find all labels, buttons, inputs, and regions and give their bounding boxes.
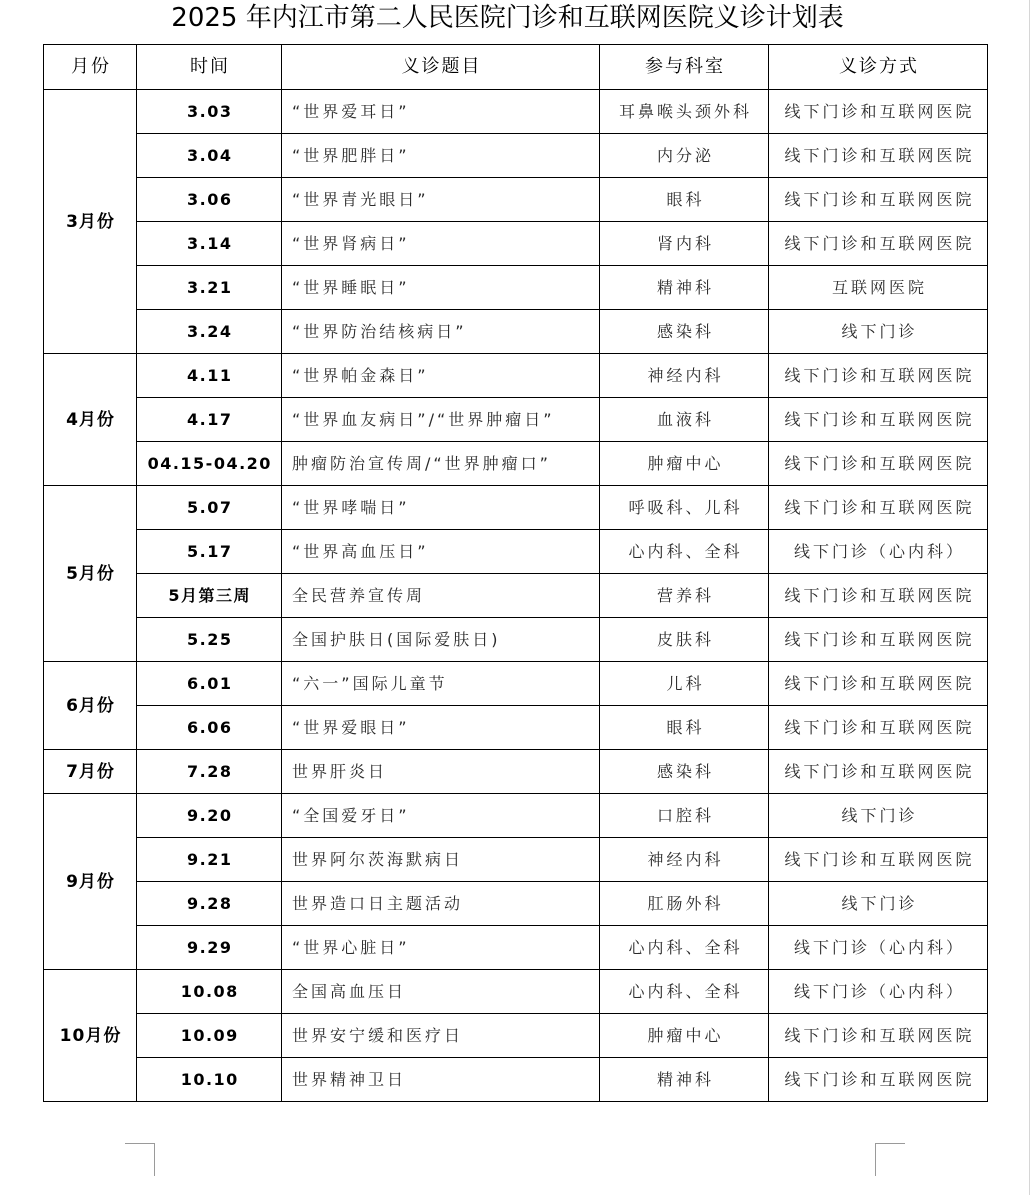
date-cell: 9.21 (137, 838, 282, 882)
mode-cell: 线下门诊和互联网医院 (769, 574, 988, 618)
mode-cell: 线下门诊 (769, 310, 988, 354)
topic-cell: 世界精神卫日 (282, 1058, 600, 1102)
date-cell: 6.06 (137, 706, 282, 750)
mode-cell: 线下门诊和互联网医院 (769, 486, 988, 530)
month-cell: 6月份 (44, 662, 137, 750)
topic-cell: “全国爱牙日” (282, 794, 600, 838)
topic-cell: 世界造口日主题活动 (282, 882, 600, 926)
topic-cell: “世界帕金森日” (282, 354, 600, 398)
date-cell: 5.25 (137, 618, 282, 662)
date-cell: 9.28 (137, 882, 282, 926)
mode-cell: 线下门诊和互联网医院 (769, 750, 988, 794)
mode-cell: 线下门诊和互联网医院 (769, 662, 988, 706)
department-cell: 肿瘤中心 (600, 1014, 769, 1058)
topic-cell: 肿瘤防治宣传周/“世界肿瘤口” (282, 442, 600, 486)
department-cell: 口腔科 (600, 794, 769, 838)
department-cell: 精神科 (600, 1058, 769, 1102)
mode-cell: 线下门诊 (769, 794, 988, 838)
department-cell: 营养科 (600, 574, 769, 618)
topic-cell: 世界阿尔茨海默病日 (282, 838, 600, 882)
month-cell: 9月份 (44, 794, 137, 970)
department-cell: 呼吸科、儿科 (600, 486, 769, 530)
mode-cell: 线下门诊（心内科） (769, 970, 988, 1014)
header-topic: 义诊题目 (282, 45, 600, 90)
date-cell: 5.17 (137, 530, 282, 574)
month-cell: 5月份 (44, 486, 137, 662)
department-cell: 儿科 (600, 662, 769, 706)
date-cell: 9.20 (137, 794, 282, 838)
date-cell: 9.29 (137, 926, 282, 970)
topic-cell: 全国高血压日 (282, 970, 600, 1014)
mode-cell: 线下门诊和互联网医院 (769, 222, 988, 266)
mode-cell: 线下门诊和互联网医院 (769, 354, 988, 398)
date-cell: 04.15-04.20 (137, 442, 282, 486)
topic-cell: “世界哮喘日” (282, 486, 600, 530)
date-cell: 3.21 (137, 266, 282, 310)
date-cell: 3.03 (137, 90, 282, 134)
topic-cell: “六一”国际儿童节 (282, 662, 600, 706)
department-cell: 神经内科 (600, 838, 769, 882)
department-cell: 肿瘤中心 (600, 442, 769, 486)
topic-cell: “世界肾病日” (282, 222, 600, 266)
topic-cell: “世界青光眼日” (282, 178, 600, 222)
crop-mark-right (875, 1143, 905, 1176)
topic-cell: 全国护肤日(国际爱肤日) (282, 618, 600, 662)
topic-cell: “世界睡眠日” (282, 266, 600, 310)
mode-cell: 线下门诊和互联网医院 (769, 134, 988, 178)
topic-cell: “世界防治结核病日” (282, 310, 600, 354)
mode-cell: 线下门诊和互联网医院 (769, 1058, 988, 1102)
mode-cell: 线下门诊和互联网医院 (769, 90, 988, 134)
crop-mark-left (125, 1143, 155, 1176)
department-cell: 皮肤科 (600, 618, 769, 662)
month-cell: 3月份 (44, 90, 137, 354)
mode-cell: 线下门诊（心内科） (769, 926, 988, 970)
header-month: 月份 (44, 45, 137, 90)
schedule-table (43, 44, 988, 1102)
page-edge-divider (1029, 0, 1030, 1195)
department-cell: 神经内科 (600, 354, 769, 398)
department-cell: 感染科 (600, 310, 769, 354)
date-cell: 5月第三周 (137, 574, 282, 618)
topic-cell: “世界高血压日” (282, 530, 600, 574)
date-cell: 5.07 (137, 486, 282, 530)
mode-cell: 线下门诊和互联网医院 (769, 398, 988, 442)
department-cell: 心内科、全科 (600, 926, 769, 970)
department-cell: 肛肠外科 (600, 882, 769, 926)
mode-cell: 线下门诊（心内科） (769, 530, 988, 574)
department-cell: 肾内科 (600, 222, 769, 266)
date-cell: 4.17 (137, 398, 282, 442)
header-department: 参与科室 (600, 45, 769, 90)
date-cell: 4.11 (137, 354, 282, 398)
topic-cell: “世界爱耳日” (282, 90, 600, 134)
department-cell: 眼科 (600, 706, 769, 750)
department-cell: 眼科 (600, 178, 769, 222)
department-cell: 精神科 (600, 266, 769, 310)
date-cell: 3.04 (137, 134, 282, 178)
mode-cell: 线下门诊和互联网医院 (769, 178, 988, 222)
date-cell: 3.06 (137, 178, 282, 222)
topic-cell: 世界安宁缓和医疗日 (282, 1014, 600, 1058)
topic-cell: 世界肝炎日 (282, 750, 600, 794)
page-title: 2025 年内江市第二人民医院门诊和互联网医院义诊计划表 (171, 3, 844, 33)
topic-cell: 全民营养宣传周 (282, 574, 600, 618)
date-cell: 10.10 (137, 1058, 282, 1102)
header-date: 时间 (137, 45, 282, 90)
date-cell: 3.24 (137, 310, 282, 354)
date-cell: 10.09 (137, 1014, 282, 1058)
date-cell: 10.08 (137, 970, 282, 1014)
month-cell: 10月份 (44, 970, 137, 1102)
date-cell: 7.28 (137, 750, 282, 794)
topic-cell: “世界肥胖日” (282, 134, 600, 178)
department-cell: 血液科 (600, 398, 769, 442)
mode-cell: 线下门诊和互联网医院 (769, 706, 988, 750)
date-cell: 6.01 (137, 662, 282, 706)
mode-cell: 线下门诊 (769, 882, 988, 926)
mode-cell: 互联网医院 (769, 266, 988, 310)
month-cell: 7月份 (44, 750, 137, 794)
department-cell: 感染科 (600, 750, 769, 794)
header-mode: 义诊方式 (769, 45, 988, 90)
mode-cell: 线下门诊和互联网医院 (769, 1014, 988, 1058)
mode-cell: 线下门诊和互联网医院 (769, 838, 988, 882)
month-cell: 4月份 (44, 354, 137, 486)
topic-cell: “世界血友病日”/“世界肿瘤日” (282, 398, 600, 442)
date-cell: 3.14 (137, 222, 282, 266)
topic-cell: “世界心脏日” (282, 926, 600, 970)
mode-cell: 线下门诊和互联网医院 (769, 442, 988, 486)
department-cell: 内分泌 (600, 134, 769, 178)
department-cell: 耳鼻喉头颈外科 (600, 90, 769, 134)
topic-cell: “世界爱眼日” (282, 706, 600, 750)
department-cell: 心内科、全科 (600, 970, 769, 1014)
mode-cell: 线下门诊和互联网医院 (769, 618, 988, 662)
department-cell: 心内科、全科 (600, 530, 769, 574)
